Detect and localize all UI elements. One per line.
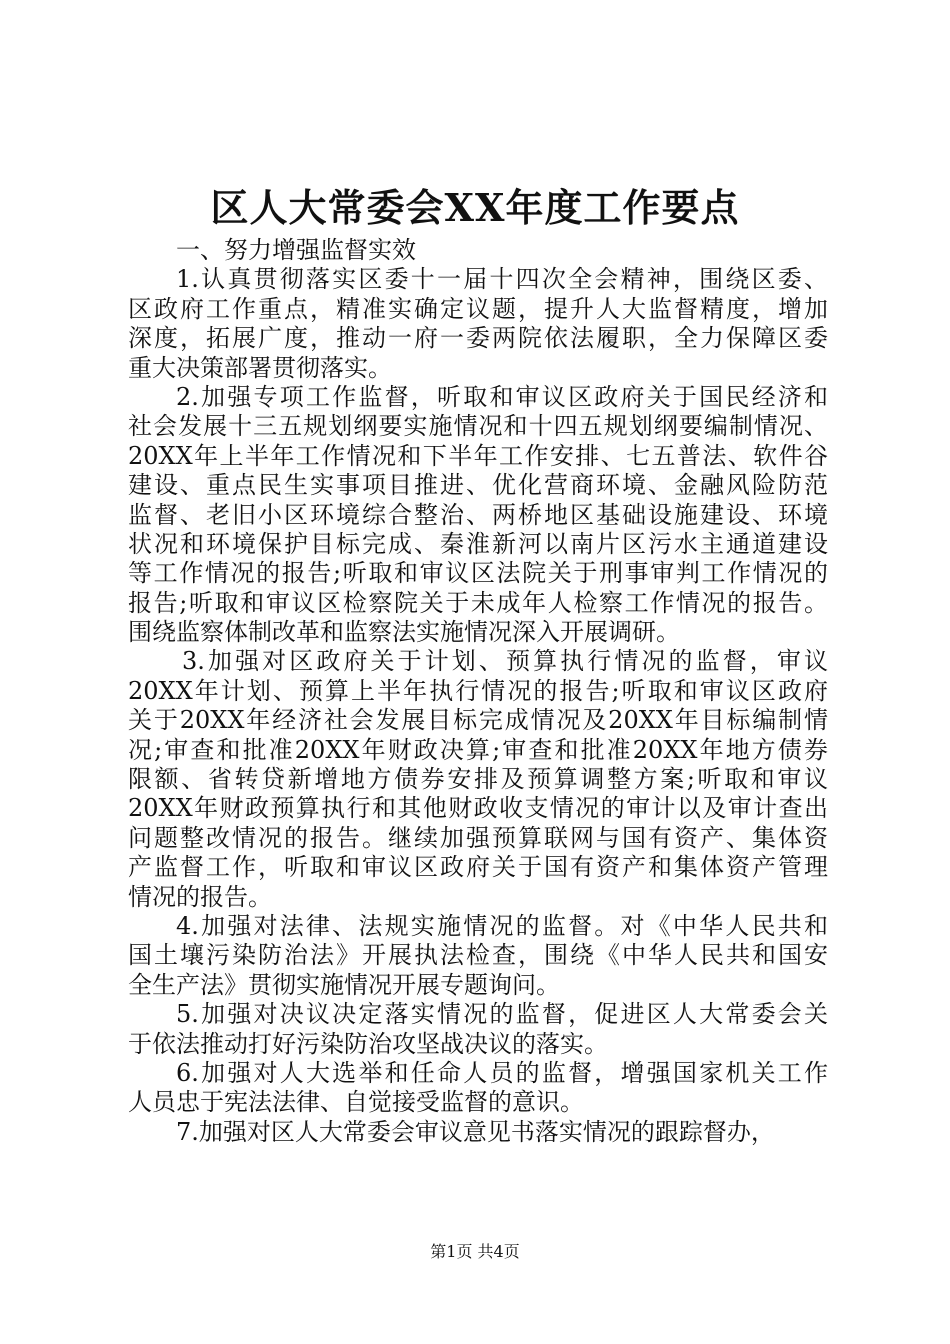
- paragraph-2-line: 建设、重点民生实事项目推进、优化营商环境、金融风险防范: [128, 471, 828, 500]
- paragraph-3-line: 20XX年财政预算执行和其他财政收支情况的审计以及审计查出: [128, 794, 828, 823]
- paragraph-1-line: 重大决策部署贯彻落实。: [128, 353, 392, 382]
- paragraph-2-line: 等工作情况的报告;听取和审议区法院关于刑事审判工作情况的: [128, 559, 828, 588]
- paragraph-1-line: 1.认真贯彻落实区委十一届十四次全会精神，围绕区委、: [176, 265, 828, 294]
- paragraph-3-line: 3.加强对区政府关于计划、预算执行情况的监督，审议: [182, 647, 828, 676]
- paragraph-2-line: 报告;听取和审议区检察院关于未成年人检察工作情况的报告。: [128, 588, 828, 617]
- paragraph-3-line: 情况的报告。: [128, 882, 272, 911]
- section-heading: 一、努力增强监督实效: [176, 236, 416, 264]
- paragraph-2-line: 2.加强专项工作监督，听取和审议区政府关于国民经济和: [176, 382, 828, 411]
- paragraph-5-line: 于依法推动打好污染防治攻坚战决议的落实。: [128, 1029, 608, 1058]
- paragraph-2-line: 20XX年上半年工作情况和下半年工作安排、七五普法、软件谷: [128, 441, 828, 470]
- paragraph-4-line: 4.加强对法律、法规实施情况的监督。对《中华人民共和: [176, 911, 828, 940]
- paragraph-5-line: 5.加强对决议决定落实情况的监督，促进区人大常委会关: [176, 1000, 828, 1029]
- paragraph-6-line: 6.加强对人大选举和任命人员的监督，增强国家机关工作: [176, 1058, 828, 1087]
- paragraph-2-line: 围绕监察体制改革和监察法实施情况深入开展调研。: [128, 618, 680, 647]
- paragraph-2-line: 监督、老旧小区环境综合整治、两桥地区基础设施建设、环境: [128, 500, 828, 529]
- paragraph-3-line: 产监督工作，听取和审议区政府关于国有资产和集体资产管理: [128, 853, 828, 882]
- paragraph-3-line: 况;审查和批准20XX年财政决算;审查和批准20XX年地方债券: [128, 735, 828, 764]
- paragraph-6-line: 人员忠于宪法法律、自觉接受监督的意识。: [128, 1088, 584, 1117]
- paragraph-1-line: 区政府工作重点，精准实确定议题，提升人大监督精度，增加: [128, 294, 828, 323]
- paragraph-4-line: 全生产法》贯彻实施情况开展专题询问。: [128, 970, 560, 999]
- document-body: [128, 236, 828, 1147]
- paragraph-3-line: 20XX年计划、预算上半年执行情况的报告;听取和审议区政府: [128, 676, 828, 705]
- paragraph-3-line: 关于20XX年经济社会发展目标完成情况及20XX年目标编制情: [128, 706, 828, 735]
- paragraph-7-line: 7.加强对区人大常委会审议意见书落实情况的跟踪督办，: [176, 1117, 775, 1146]
- paragraph-4-line: 国土壤污染防治法》开展执法检查，围绕《中华人民共和国安: [128, 941, 828, 970]
- paragraph-3-line: 限额、省转贷新增地方债券安排及预算调整方案;听取和审议: [128, 765, 828, 794]
- paragraph-3-line: 问题整改情况的报告。继续加强预算联网与国有资产、集体资: [128, 823, 828, 852]
- document-title: 区人大常委会XX年度工作要点: [210, 185, 740, 230]
- paragraph-2-line: 社会发展十三五规划纲要实施情况和十四五规划纲要编制情况、: [128, 412, 828, 441]
- paragraph-2-line: 状况和环境保护目标完成、秦淮新河以南片区污水主通道建设: [128, 529, 828, 558]
- page-number-footer: 第1页 共4页: [430, 1242, 520, 1261]
- paragraph-1-line: 深度，拓展广度，推动一府一委两院依法履职，全力保障区委: [128, 324, 828, 353]
